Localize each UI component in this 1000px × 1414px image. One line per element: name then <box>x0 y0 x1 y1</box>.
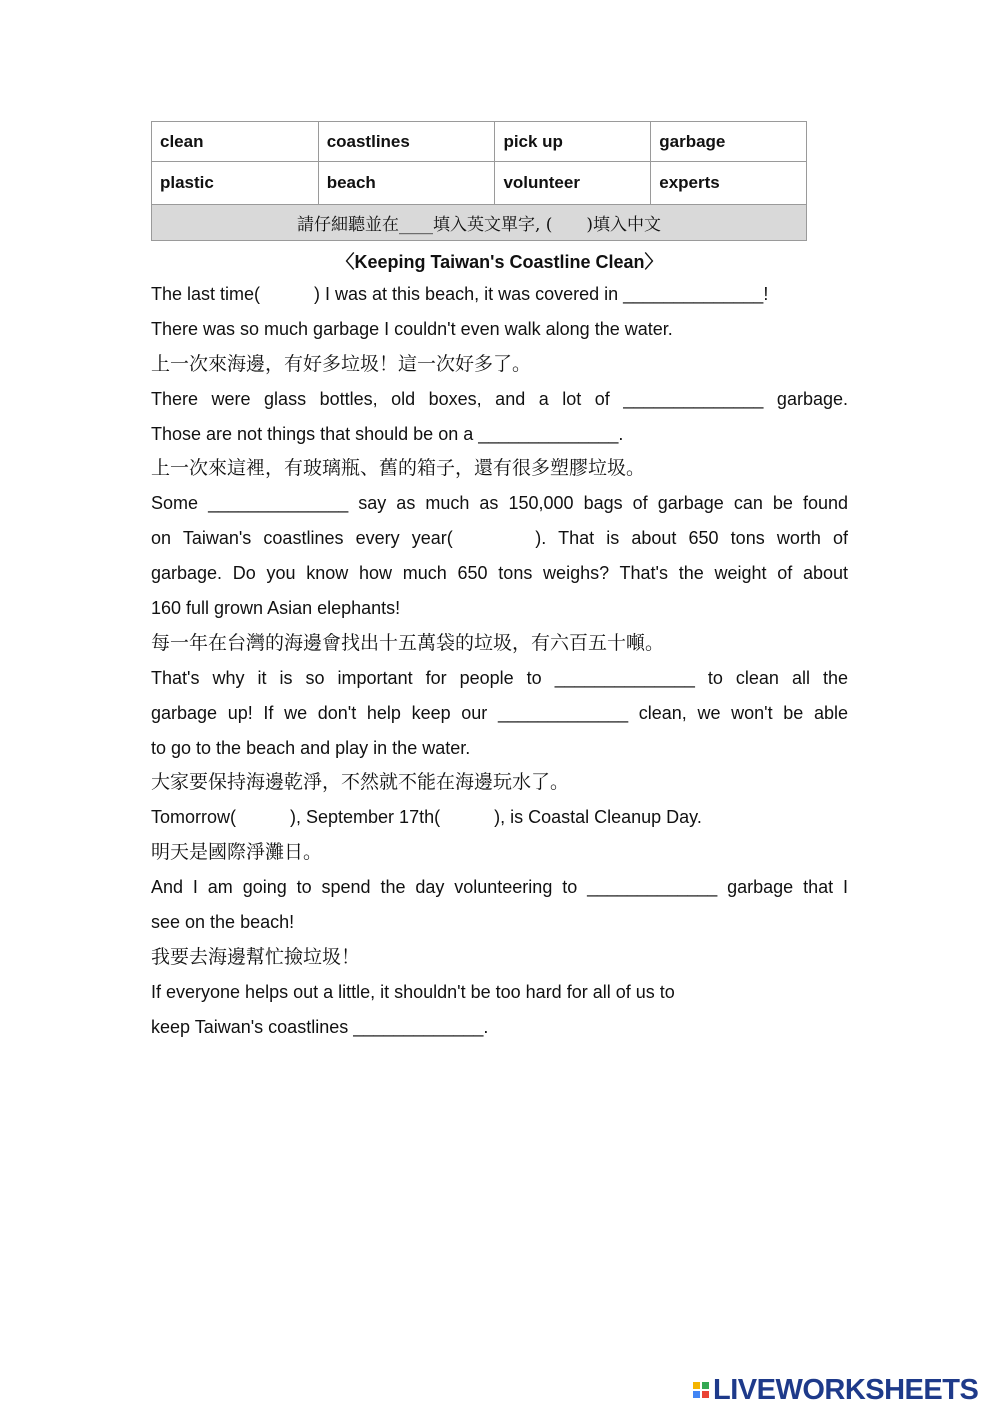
passage-line: That's why it is so important for people to ______________ to clean all the <box>151 667 848 688</box>
passage-line: There was so much garbage I couldn't even walk along the water. <box>151 318 673 339</box>
instruction-text: 請仔細聽並在____填入英文單字, ( )填入中文 <box>152 205 807 241</box>
logo-square <box>702 1391 709 1398</box>
instruction-row <box>152 205 807 241</box>
word-bank-cell: pick up <box>495 122 651 162</box>
passage-line: to go to the beach and play in the water. <box>151 737 471 758</box>
liveworksheets-logo <box>693 1373 978 1407</box>
logo-text: LIVEWORKSHEETS <box>713 1373 979 1406</box>
passage-line-chinese: 明天是國際淨灘日。 <box>151 841 323 864</box>
word-bank-cell: plastic <box>152 162 319 205</box>
passage-line: There were glass bottles, old boxes, and a lot of ______________ garbage. <box>151 388 848 409</box>
passage-line-chinese: 上一次來海邊，有好多垃圾！這一次好多了。 <box>151 352 532 375</box>
passage-line: garbage up! If we don't help keep our _____________ clean, we won't be able <box>151 702 848 723</box>
passage <box>151 277 848 1045</box>
word-bank-cell: coastlines <box>318 122 495 162</box>
logo-mark-icon <box>693 1382 709 1398</box>
passage-line: The last time( ) I was at this beach, it was covered in ______________! <box>151 284 769 304</box>
passage-line: garbage. Do you know how much 650 tons weighs? That's the weight of about <box>151 563 848 584</box>
word-bank-table <box>151 121 807 241</box>
passage-line: keep Taiwan's coastlines _____________. <box>151 1016 489 1037</box>
passage-title: 〈Keeping Taiwan's Coastline Clean〉 <box>336 252 663 272</box>
word-bank-row <box>152 162 807 205</box>
logo-square <box>702 1382 709 1389</box>
word-bank-cell: experts <box>651 162 807 205</box>
passage-line: If everyone helps out a little, it shouldn't be too hard for all of us to <box>151 981 675 1002</box>
logo-square <box>693 1391 700 1398</box>
passage-line: Some ______________ say as much as 150,000 bags of garbage can be found <box>151 493 848 514</box>
word-bank-cell: beach <box>318 162 495 205</box>
passage-line: And I am going to spend the day volunteering to _____________ garbage that I <box>151 877 848 898</box>
passage-line: 160 full grown Asian elephants! <box>151 598 401 619</box>
passage-line: see on the beach! <box>151 912 295 933</box>
word-bank-cell: volunteer <box>495 162 651 205</box>
passage-line-chinese: 上一次來這裡，有玻璃瓶、舊的箱子，還有很多塑膠垃圾。 <box>151 457 646 480</box>
passage-line: on Taiwan's coastlines every year( ). That is about 650 tons worth of <box>151 528 848 549</box>
word-bank-cell: clean <box>152 122 319 162</box>
logo-square <box>693 1382 700 1389</box>
word-bank-cell: garbage <box>651 122 807 162</box>
passage-line-chinese: 每一年在台灣的海邊會找出十五萬袋的垃圾，有六百五十噸。 <box>151 631 665 654</box>
passage-line: Those are not things that should be on a ______________. <box>151 423 624 444</box>
passage-line-chinese: 我要去海邊幫忙撿垃圾！ <box>151 945 361 968</box>
passage-line: Tomorrow( ), September 17th( ), is Coastal Cleanup Day. <box>151 807 702 828</box>
passage-line-chinese: 大家要保持海邊乾淨，不然就不能在海邊玩水了。 <box>151 771 570 794</box>
word-bank-row <box>152 122 807 162</box>
